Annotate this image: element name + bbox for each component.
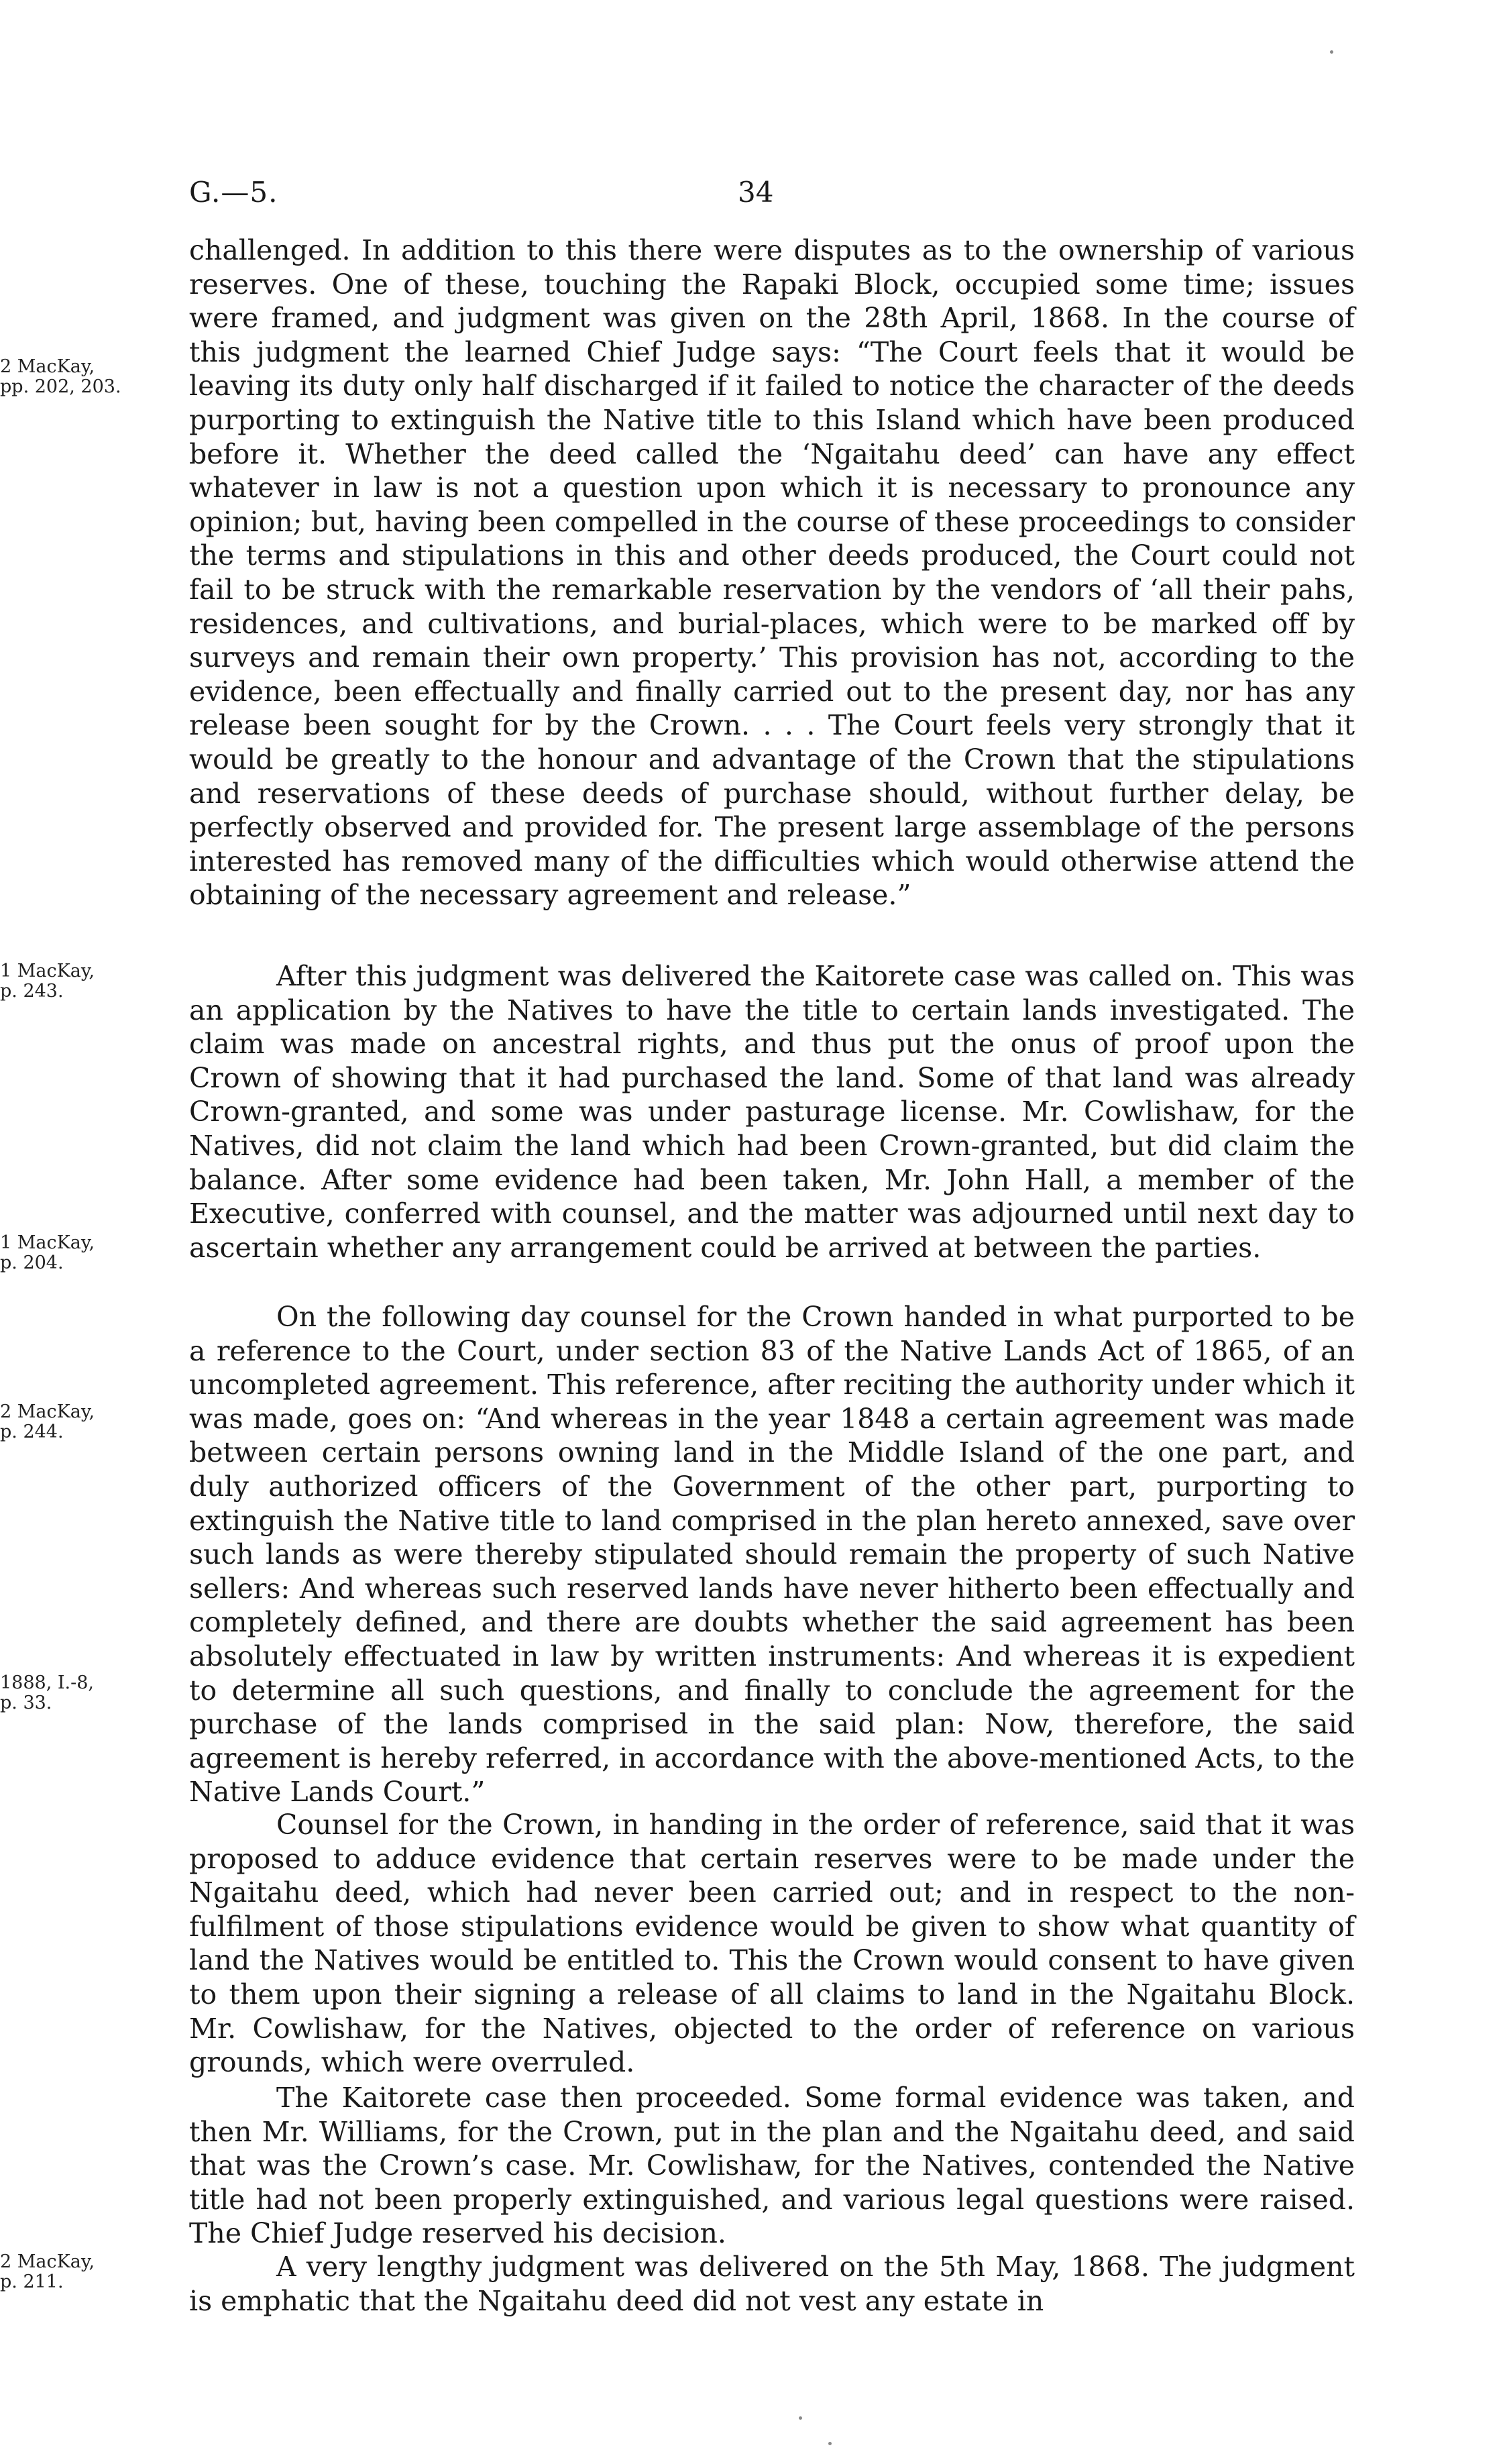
- paragraph: After this judgment was delivered the Kaitorete case was called on. This was an application by the Natives to have the title to certain lands investigated. The claim was made on ancestral rights, and thus put the onus of proof upon the Crown of showing that it had purchased the land. Some of that land was already Crown-granted, and some was under pasturage license. Mr. Cowlishaw, for the Natives, did not claim the land which had been Crown-granted, but did claim the balance. After some evidence had been taken, Mr. John Hall, a member of the Executive, conferred with counsel, and the matter was adjourned until next day to ascertain whether any arrangement could be arrived at between the parties.: [189, 960, 1355, 1264]
- paragraph: The Kaitorete case then proceeded. Some formal evidence was taken, and then Mr. Williams, for the Crown, put in the plan and the Ngaitahu deed, and said that was the Crown’s case. Mr. Cowlishaw, for the Natives, contended the Native title had not been properly extinguished, and various legal questions were raised. The Chief Judge reserved his decision.: [189, 2082, 1355, 2250]
- scan-speck: [799, 2416, 802, 2420]
- paragraph: Counsel for the Crown, in handing in the order of reference, said that it was proposed to adduce evidence that certain reserves were to be made under the Ngaitahu deed, which had never been carried out; and in respect to the non-fulfilment of those stipulations evidence would be given to show what quantity of land the Natives would be entitled to. This the Crown would consent to have given to them upon their signing a release of all claims to land in the Ngaitahu Block. Mr. Cowlishaw, for the Natives, objected to the order of reference on various grounds, which were overruled.: [189, 1809, 1355, 2079]
- margin-note: 1888, I.-8, p. 33.: [0, 1672, 95, 1713]
- margin-note: 2 MacKay, p. 244.: [0, 1401, 95, 1442]
- page-header-reference: G.—5.: [189, 176, 278, 209]
- margin-note: 1 MacKay, p. 243.: [0, 961, 95, 1002]
- paragraph: challenged. In addition to this there were disputes as to the ownership of various reserves. One of these, touching the Rapaki Block, occupied some time; issues were framed, and judgment was given on the 28th April, 1868. In the course of this judgment the learned Chief Judge says: “The Court feels that it would be leaving its duty only half discharged if it failed to notice the character of the deeds purporting to extinguish the Native title to this Island which have been produced before it. Whether the deed called the ‘Ngaitahu deed’ can have any effect whatever in law is not a question upon which it is necessary to pronounce any opinion; but, having been compelled in the course of these proceedings to consider the terms and stipulations in this and other deeds produced, the Court could not fail to be struck with the remarkable reservation by the vendors of ‘all their pahs, residences, and cultivations, and burial-places, which were to be marked off by surveys and remain their own property.’ This provision has not, according to the evidence, been effectually and finally carried out to the present day, nor has any release been sought for by the Crown. . . . The Court feels very strongly that it would be greatly to the honour and advantage of the Crown that the stipulations and reservations of these deeds of purchase should, without further delay, be perfectly observed and provided for. The present large assemblage of the persons interested has removed many of the difficulties which would otherwise attend the obtaining of the necessary agreement and release.”: [189, 234, 1355, 912]
- margin-note: 1 MacKay, p. 204.: [0, 1232, 95, 1273]
- page-number: 34: [738, 176, 774, 209]
- margin-note: 2 MacKay, pp. 202, 203.: [0, 356, 121, 397]
- paragraph: On the following day counsel for the Crown handed in what purported to be a reference to the Court, under section 83 of the Native Lands Act of 1865, of an uncompleted agreement. This reference, after reciting the authority under which it was made, goes on: “And whereas in the year 1848 a certain agreement was made between certain persons owning land in the Middle Island of the one part, and duly authorized officers of the Government of the other part, purporting to extinguish the Native title to land comprised in the plan hereto annexed, save over such lands as were thereby stipulated should remain the property of such Native sellers: And whereas such reserved lands have never hitherto been effectually and completely defined, and there are doubts whether the said agreement has been absolutely effectuated in law by written instruments: And whereas it is expedient to determine all such questions, and finally to conclude the agreement for the purchase of the lands comprised in the said plan: Now, therefore, the said agreement is hereby referred, in accordance with the above-mentioned Acts, to the Native Lands Court.”: [189, 1301, 1355, 1809]
- scan-speck: [1330, 50, 1333, 54]
- scan-speck: [828, 2442, 832, 2445]
- margin-note: 2 MacKay, p. 211.: [0, 2251, 95, 2292]
- paragraph: A very lengthy judgment was delivered on the 5th May, 1868. The judgment is emphatic that the Ngaitahu deed did not vest any estate in: [189, 2251, 1355, 2317]
